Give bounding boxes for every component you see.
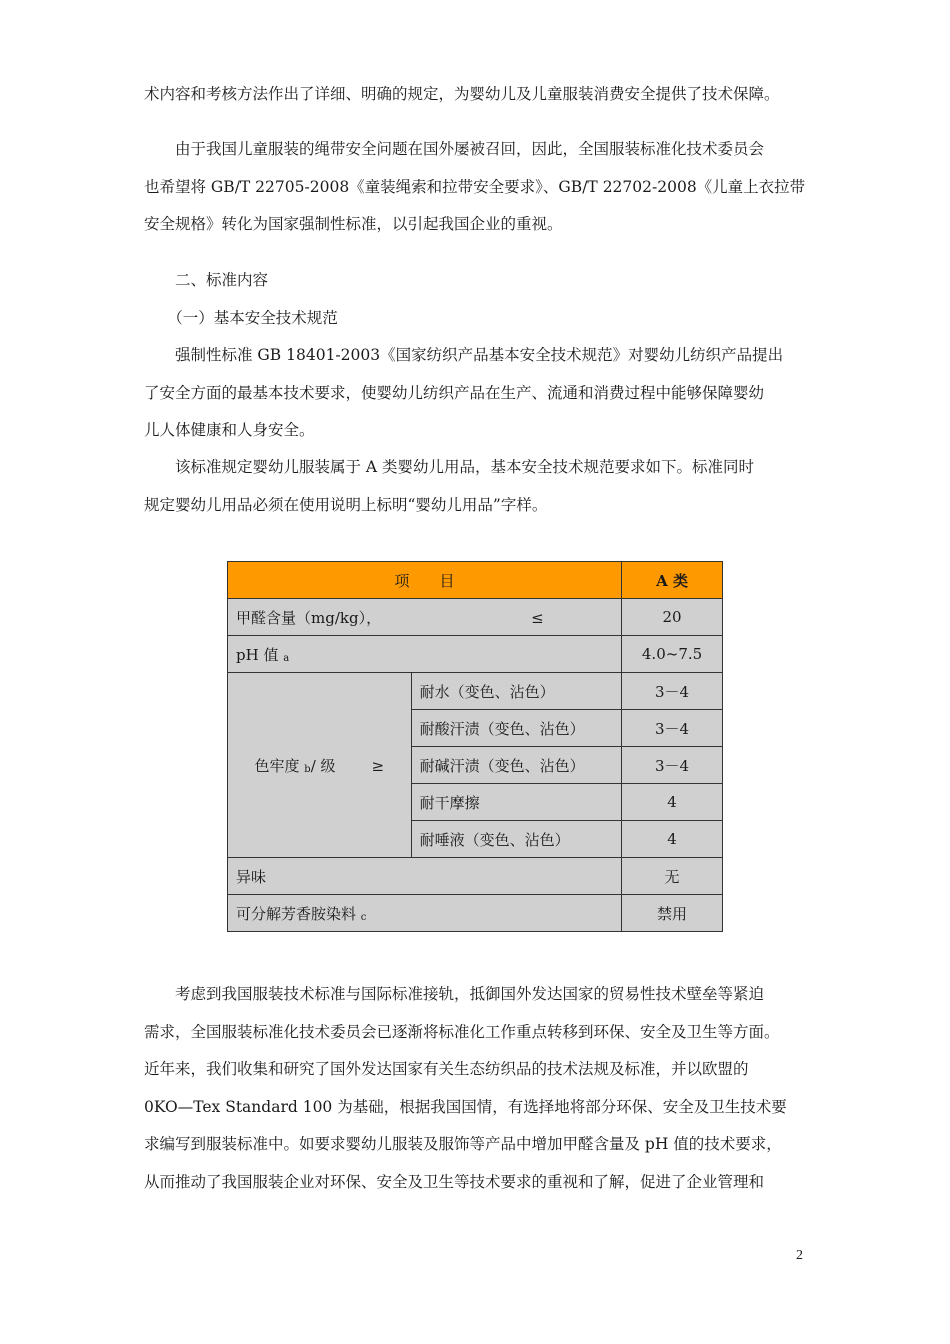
formaldehyde-label: 甲醛含量（mg/kg）， ≤: [228, 599, 622, 636]
text-line: 术内容和考核方法作出了详细、明确的规定，为婴幼儿及儿童服装消费安全提供了技术保障。: [144, 85, 780, 103]
odor-value: 无: [622, 858, 723, 895]
text-line: 也希望将 GB/T 22705-2008《童装绳索和拉带安全要求》、GB/T 22702-2008《儿童上衣拉带: [144, 177, 806, 196]
fastness-value: 4: [622, 784, 723, 821]
table-row: [228, 599, 723, 636]
subsection-heading: （一）基本安全技术规范: [144, 309, 338, 327]
fastness-name: 耐酸汗渍（变色、沾色）: [411, 710, 621, 747]
section-heading: 二、标准内容: [144, 271, 269, 289]
paragraph-intro-end: [144, 76, 808, 114]
formaldehyde-value: 20: [622, 599, 723, 636]
text-line: 需求，全国服装标准化技术委员会已逐渐将标准化工作重点转移到环保、安全及卫生等方面。: [144, 1022, 780, 1041]
text-line: 强制性标准 GB 18401-2003《国家纺织产品基本安全技术规范》对婴幼儿纺织产品提出: [144, 346, 784, 364]
footnote-marker: c: [360, 911, 367, 923]
text-line: 安全规格》转化为国家强制性标准，以引起我国企业的重视。: [144, 215, 563, 233]
text-line: 近年来，我们收集和研究了国外发达国家有关生态纺织品的技术法规及标准，并以欧盟的: [144, 1060, 749, 1078]
header-class-a: A 类: [622, 562, 723, 599]
text-line: 考虑到我国服装技术标准与国际标准接轨，抵御国外发达国家的贸易性技术壁垒等紧迫: [144, 985, 765, 1003]
dye-label: 可分解芳香胺染料 c: [228, 895, 622, 932]
table-row: [228, 673, 723, 710]
text-line: 儿人体健康和人身安全。: [144, 421, 315, 439]
fastness-name: 耐水（变色、沾色）: [411, 673, 621, 710]
text-line: 该标准规定婴幼儿服装属于 A 类婴幼儿用品，基本安全技术规范要求如下。标准同时: [144, 458, 755, 476]
safety-spec-table: [227, 561, 723, 932]
text-line: 了安全方面的最基本技术要求，使婴幼儿纺织产品在生产、流通和消费过程中能够保障婴幼: [144, 383, 765, 402]
dye-value: 禁用: [622, 895, 723, 932]
fastness-name: 耐碱汗渍（变色、沾色）: [411, 747, 621, 784]
ph-label: pH 值 a: [228, 636, 622, 673]
op-symbol: ≤: [531, 608, 544, 627]
odor-label: 异味: [228, 858, 622, 895]
fastness-label: 色牢度 b/ 级 ≥: [228, 673, 412, 858]
text-line: 求编写到服装标准中。如要求婴幼儿服装及服饰等产品中增加甲醛含量及 pH 值的技术要求，: [144, 1135, 782, 1153]
text-line: 规定婴幼儿用品必须在使用说明上标明“婴幼儿用品”字样。: [144, 495, 548, 514]
ph-value: 4.0~7.5: [622, 636, 723, 673]
op-symbol: ≥: [371, 756, 385, 775]
fastness-name: 耐干摩擦: [411, 784, 621, 821]
table-header-row: [228, 562, 723, 599]
paragraph-drawstring-safety: [144, 131, 808, 244]
table-row: [228, 636, 723, 673]
page-number: 2: [796, 1248, 803, 1263]
paragraph-class-a: [144, 449, 808, 524]
paragraph-gb18401: [144, 337, 808, 450]
text-line: 从而推动了我国服装企业对环保、安全及卫生等技术要求的重视和了解，促进了企业管理和: [144, 1172, 765, 1191]
fastness-value: 3－4: [622, 673, 723, 710]
fastness-name: 耐唾液（变色、沾色）: [411, 821, 621, 858]
fastness-value: 4: [622, 821, 723, 858]
paragraph-international-standards: [144, 976, 808, 1201]
fastness-value: 3－4: [622, 710, 723, 747]
text-line: 由于我国儿童服装的绳带安全问题在国外屡被召回，因此，全国服装标准化技术委员会: [144, 140, 765, 158]
text-line: 0KO—Tex Standard 100 为基础，根据我国国情，有选择地将部分环保、安全及卫生技术要: [144, 1097, 787, 1116]
header-item: 项 目: [228, 562, 622, 599]
fastness-value: 3－4: [622, 747, 723, 784]
table-row: [228, 858, 723, 895]
footnote-marker: a: [283, 652, 290, 664]
footnote-marker: b: [304, 763, 311, 775]
table-row: [228, 895, 723, 932]
